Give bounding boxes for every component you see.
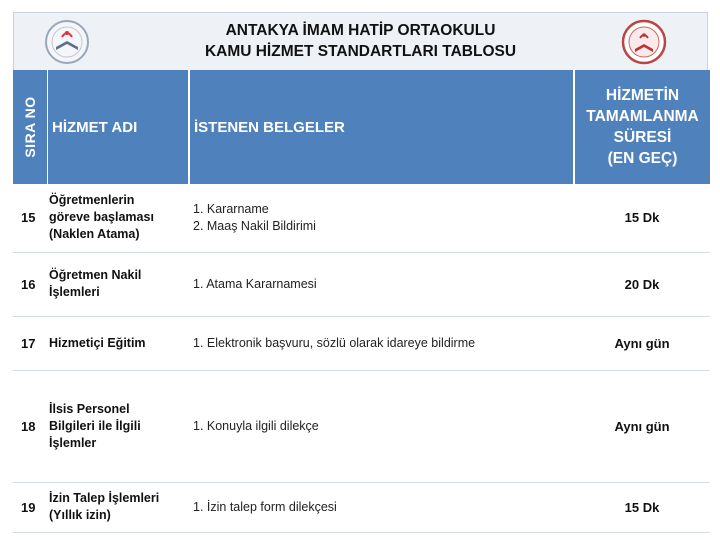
completion-time: 15 Dk	[624, 499, 660, 515]
page-header	[13, 12, 708, 72]
completion-time: Aynı gün	[614, 335, 670, 351]
table-row	[13, 316, 710, 370]
service-name-line: Bilgileri ile İlgili	[49, 418, 141, 433]
service-name	[47, 370, 189, 482]
school-logo-icon	[619, 19, 669, 65]
table-row	[13, 184, 710, 252]
service-name-line: İzin Talep İşlemleri	[49, 491, 160, 505]
service-name-line: göreve başlaması	[49, 210, 154, 225]
row-number: 16	[21, 276, 36, 292]
required-documents	[189, 316, 574, 370]
sira-no-label: SIRA NO	[22, 96, 38, 158]
required-documents	[189, 184, 574, 252]
service-standards-table	[13, 70, 710, 533]
header-sure-line-3: SÜRESİ	[613, 129, 672, 146]
table-row	[13, 252, 710, 316]
service-name-line: (Yıllık izin)	[49, 508, 111, 522]
row-number: 15	[21, 210, 36, 226]
completion-time: 15 Dk	[624, 210, 660, 226]
service-name	[47, 184, 189, 252]
document-item: 1. İzin talep form dilekçesi	[193, 499, 337, 514]
service-name	[47, 252, 189, 316]
header-hizmet-adi: HİZMET ADI	[47, 70, 189, 184]
service-name-line: İşlemleri	[49, 285, 100, 299]
document-item: 1. Kararname	[193, 201, 269, 216]
header-istenen-belgeler: İSTENEN BELGELER	[189, 70, 574, 184]
page-title	[114, 20, 607, 62]
table-header-row	[13, 70, 710, 184]
title-line-2: KAMU HİZMET STANDARTLARI TABLOSU	[204, 43, 517, 60]
table-body	[13, 184, 710, 532]
document-item: 1. Elektronik başvuru, sözlü olarak idareye bildirme	[193, 335, 476, 350]
service-name-line: İlsis Personel	[49, 401, 130, 416]
service-name-line: Öğretmen Nakil	[49, 268, 142, 282]
required-documents	[189, 482, 574, 532]
header-tamamlanma-suresi	[574, 70, 710, 184]
header-sure-line-4: (EN GEÇ)	[607, 150, 678, 167]
document-item: 1. Atama Kararnamesi	[193, 276, 317, 291]
title-line-1: ANTAKYA İMAM HATİP ORTAOKULU	[225, 22, 496, 39]
service-name-line: (Naklen Atama)	[49, 227, 140, 242]
completion-time: Aynı gün	[614, 418, 670, 434]
row-number: 18	[21, 418, 36, 434]
document-item: 1. Konuyla ilgili dilekçe	[193, 418, 319, 433]
service-name	[47, 316, 189, 370]
header-sure-line-1: HİZMETİN	[605, 87, 680, 104]
document-item: 2. Maaş Nakil Bildirimi	[193, 218, 316, 233]
sira-no-header	[13, 70, 47, 184]
service-name-line: Hizmetiçi Eğitim	[49, 335, 146, 350]
service-name-line: Öğretmenlerin	[49, 193, 135, 208]
required-documents	[189, 252, 574, 316]
row-number: 19	[21, 499, 36, 515]
service-name-line: İşlemler	[49, 435, 97, 450]
table-row	[13, 370, 710, 482]
header-sure-line-2: TAMAMLANMA	[586, 108, 699, 125]
completion-time: 20 Dk	[624, 276, 660, 292]
meb-logo-icon	[42, 19, 92, 65]
row-number: 17	[21, 335, 36, 351]
service-name	[47, 482, 189, 532]
required-documents	[189, 370, 574, 482]
table-row	[13, 482, 710, 532]
